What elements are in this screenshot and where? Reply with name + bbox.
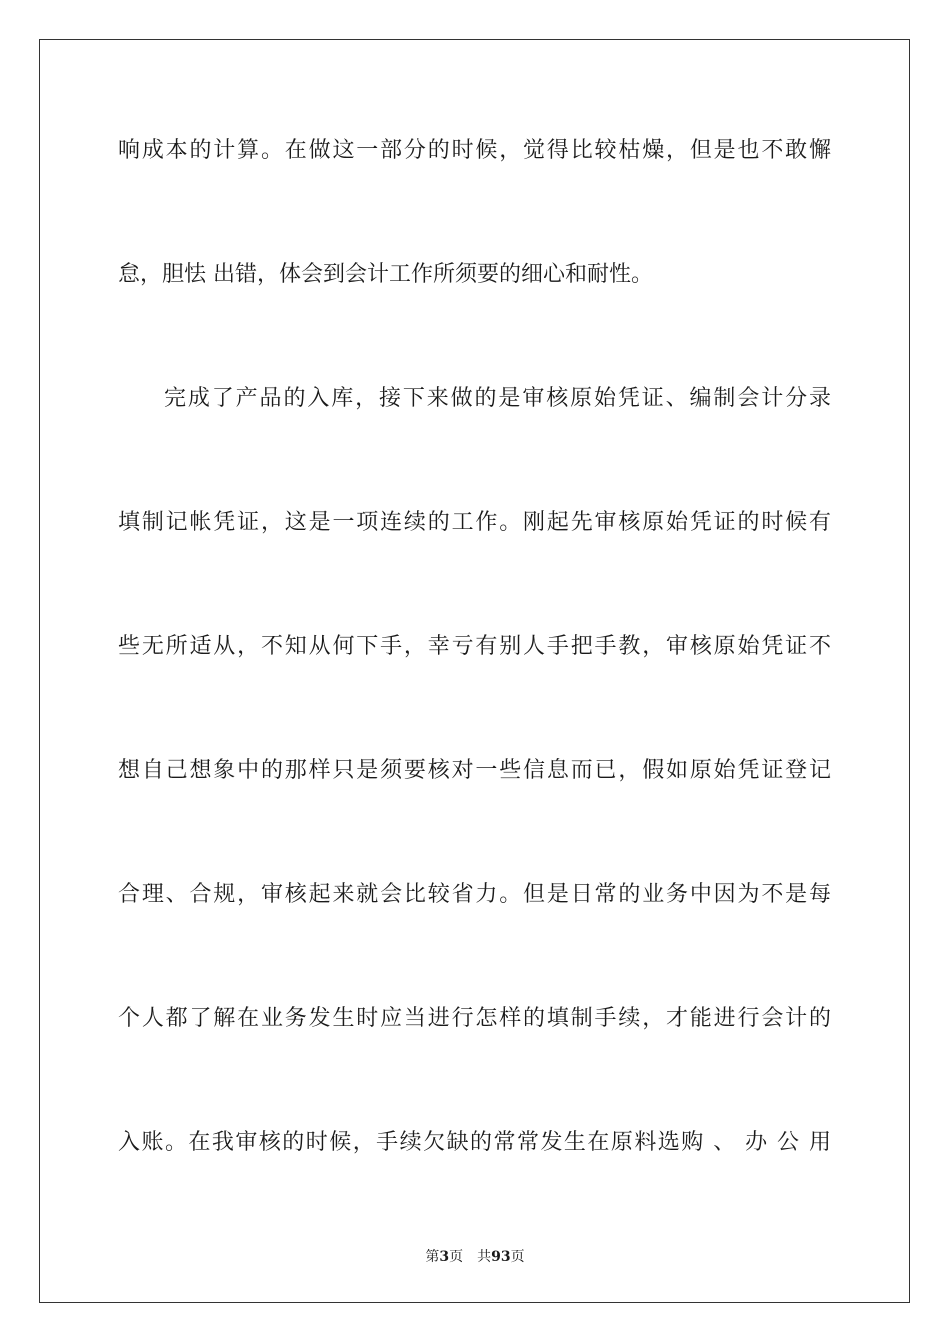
footer-total-suffix: 页 — [510, 1249, 525, 1265]
body-line-5: 些无所适从，不知从何下手，幸亏有别人手把手教，审核原始凭证不 — [118, 634, 831, 659]
body-line-7: 合理、合规，审核起来就会比较省力。但是日常的业务中因为不是每 — [118, 882, 831, 907]
body-line-4: 填制记帐凭证，这是一项连续的工作。刚起先审核原始凭证的时候有 — [118, 510, 831, 535]
body-line-3: 完成了产品的入库，接下来做的是审核原始凭证、编制会计分录 — [164, 386, 831, 411]
page-footer — [0, 1248, 950, 1266]
footer-page-number: 3 — [439, 1249, 450, 1265]
footer-page-suffix: 页 — [449, 1249, 464, 1265]
body-line-8: 个人都了解在业务发生时应当进行怎样的填制手续，才能进行会计的 — [118, 1006, 831, 1031]
footer-total-prefix: 共 — [477, 1249, 492, 1265]
body-line-6: 想自己想象中的那样只是须要核对一些信息而已，假如原始凭证登记 — [118, 758, 831, 783]
footer-total-pages: 93 — [491, 1249, 511, 1265]
page-border — [39, 39, 910, 1303]
body-line-9: 入账。在我审核的时候，手续欠缺的常常发生在原料选购 、 办 公 用 — [118, 1130, 831, 1155]
body-line-1: 响成本的计算。在做这一部分的时候，觉得比较枯燥，但是也不敢懈 — [118, 138, 831, 163]
body-line-2: 怠，胆怯 出错，体会到会计工作所须要的细心和耐性。 — [118, 262, 653, 287]
footer-page-prefix: 第 — [425, 1249, 440, 1265]
